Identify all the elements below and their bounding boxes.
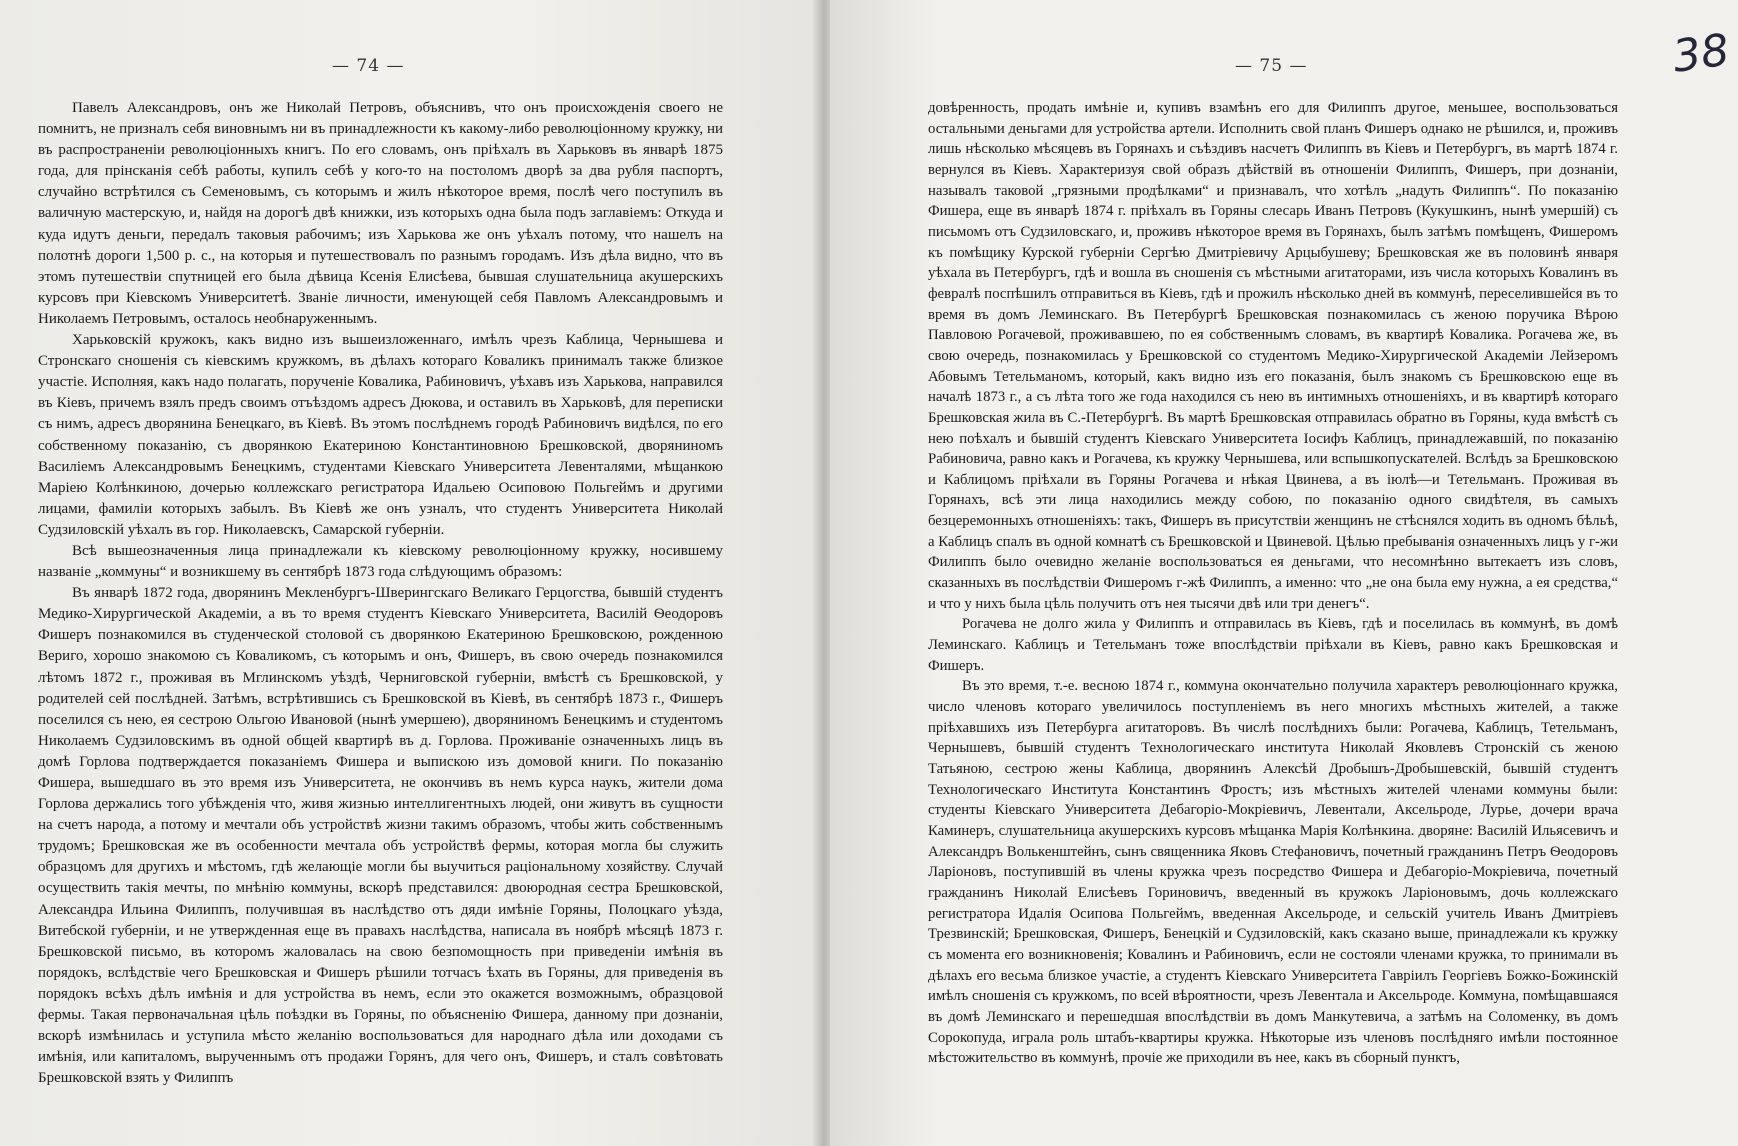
right-page-text	[928, 98, 1618, 1069]
left-page-number: — 74 —	[332, 56, 405, 76]
paragraph: Харьковскій кружокъ, какъ видно изъ вышеизложеннаго, имѣлъ чрезъ Каблица, Чернышева и Стронскаго сношенія съ кіевскимъ кружкомъ, въ дѣлахъ котораго Коваликъ принималъ также близкое участіе. Исполняя, какъ надо полагать, порученіе Ковалика, Рабиновичъ, уѣхавъ изъ Харькова, направился въ Кіевъ, причемъ взялъ предъ своимъ отъѣздомъ адресъ Дюкова, и оставилъ въ Харьковѣ, для переписки съ нимъ, адресъ дворянина Бенецкаго, въ Кіевѣ. Въ этомъ послѣднемъ городѣ Рабиновичъ видѣлся, по его собственному показанію, съ дворянкою Екатериною Константиновною Брешковской, дворяниномъ Василіемъ Александровымъ Бенецкимъ, студентами Кіевскаго Университета Левенталями, мѣщанкою Маріею Колѣнкиною, дочерью коллежскаго регистратора Идальею Осиповою Польгеймъ и другими лицами, фамиліи которыхъ забылъ. Въ Кіевѣ же онъ узналъ, что студентъ Университета Николай Судзиловскій уѣхалъ въ гор. Николаевскъ, Самарской губерніи.	[38, 332, 723, 538]
handwritten-folio-number: 38	[1669, 24, 1733, 83]
paragraph: довѣренность, продать имѣніе и, купивъ взамѣнъ его для Филиппъ другое, меньшее, воспользоваться остальными деньгами для устройства артели. Исполнить свой планъ Фишеръ однако не рѣшился, и, проживъ лишь нѣсколько мѣсяцевъ въ Горянахъ и съѣздивъ насчетъ Филиппъ въ Кіевъ и Петербургъ, въ мартѣ 1874 г. вернулся въ Кіевъ. Характеризуя свой образъ дѣйствій въ отношеніи Филиппъ, Фишеръ, при дознаніи, называлъ таковой „грязными продѣлками“ и признавалъ, что хотѣлъ „надуть Филиппъ“. По показанію Фишера, еще въ январѣ 1874 г. пріѣхалъ въ Горяны слесарь Иванъ Петровъ (Кукушкинъ, нынѣ умершій) съ письмомъ отъ Судзиловскаго, и, проживъ нѣкоторое время въ Горянахъ, былъ затѣмъ помѣщенъ, Фишеромъ къ помѣщику Курской губерніи Сергѣю Дмитріевичу Арцыбушеву; Брешковская же въ половинѣ января уѣхала въ Петербургъ, гдѣ и вошла въ сношенія съ мѣстными агитаторами, изъ числа которыхъ Ковалинъ въ февралѣ поспѣшилъ отправиться въ Кіевъ, гдѣ и прожилъ нѣсколько дней въ коммунѣ, переселившейся въ то время въ домъ Леминскаго. Въ Петербургѣ Брешковская познакомилась съ женою поручика Вѣрою Павловою Рогачевой, проживавшею, по ея собственнымъ словамъ, въ квартирѣ Ковалика. Рогачева же, въ свою очередь, познакомилась у Брешковской со студентомъ Медико-Хирургической Академіи Лейзеромъ Абовымъ Тетельманомъ, который, какъ видно изъ его показанія, былъ знакомъ съ Брешковскою еще въ началѣ 1873 г., а съ лѣта того же года находился съ нею въ интимныхъ отношеніяхъ, и въ квартирѣ котораго Брешковская жила въ С.-Петербургѣ. Въ мартѣ Брешковская отправилась обратно въ Горяны, куда вмѣстѣ съ нею поѣхалъ и бывшій студентъ Кіевскаго Университета Іосифъ Каблицъ, принадлежавшій, по показанію Рабиновича, равно какъ и Рогачева, къ кружку Чернышева, или вспышкопускателей. Вслѣдъ за Брешковскою и Каблицомъ пріѣхали въ Горяны Рогачева и нѣкая Цвинева, а въ іюлѣ—и Тетельманъ. Проживая въ Горянахъ, всѣ эти лица находились между собою, по показанію одного свидѣтеля, въ самыхъ безцеремонныхъ отношеніяхъ: такъ, Фишеръ въ присутствіи женщинъ не стѣснялся ходить въ одномъ бѣльѣ, а Каблицъ спалъ въ одной комнатѣ съ Брешковской и Цвиневой. Цѣлью пребыванія означенныхъ лицъ у г-жи Филиппъ было очевидно желаніе воспользоваться ея деньгами, что несомнѣнно вытекаетъ изъ словъ, сказанныхъ въ послѣдствіи Фишеромъ г-жѣ Филиппъ, а именно: что „не она была ему нужна, а ея средства,“ и что у нихъ была цѣль получить отъ нея тысячи двѣ или три денегъ“.	[928, 100, 1618, 612]
paragraph: Всѣ вышеозначенныя лица принадлежали къ кіевскому революціонному кружку, носившему названіе „коммуны“ и возникшему въ сентябрѣ 1873 года слѣдующимъ образомъ:	[38, 542, 723, 581]
left-page-text	[38, 98, 723, 1089]
paragraph: Рогачева не долго жила у Филиппъ и отправилась въ Кіевъ, гдѣ и поселилась въ коммунѣ, въ домѣ Леминскаго. Каблицъ и Тетельманъ тоже впослѣдствіи пріѣхали въ Кіевъ, равно какъ Брешковская и Фишеръ.	[928, 616, 1618, 674]
paragraph: Въ январѣ 1872 года, дворянинъ Мекленбургъ-Шверингскаго Великаго Герцогства, бывшій студентъ Медико-Хирургической Академіи, а въ то время студентъ Кіевскаго Университета, Василій Ѳеодоровъ Фишеръ познакомился въ студенческой столовой съ дворянкою Екатериною Брешковскою, рожденною Вериго, хорошо знакомою съ Коваликомъ, съ которымъ и онъ, Фишеръ, въ свою очередь познакомился лѣтомъ 1872 г., проживая въ Мглинскомъ уѣздѣ, Черниговской губерніи, вмѣстѣ съ Брешковской, у родителей сей послѣдней. Затѣмъ, встрѣтившись съ Брешковской въ Кіевѣ, въ сентябрѣ 1873 г., Фишеръ поселился съ нею, ея сестрою Ольгою Ивановой (нынѣ умершею), дворяниномъ Бенецкимъ и студентомъ Николаемъ Судзиловскимъ въ одной общей квартирѣ въ д. Горлова. Проживаніе означенныхъ лицъ въ домѣ Горлова подтверждается показаніемъ Фишера и выпискою изъ домовой книги. По показанію Фишера, вышедшаго въ это время изъ Университета, не окончивъ въ немъ курса наукъ, жители дома Горлова держались того убѣжденія что, живя жизнью интеллигентныхъ людей, они живутъ въ сущности на счетъ народа, а потому и мечтали объ устройствѣ жизни такимъ образомъ, чтобы жить собственнымъ трудомъ; Брешковская же въ особенности мечтала объ устройствѣ фермы, которая могла бы служить образцомъ для другихъ и мѣстомъ, гдѣ желающіе могли бы выучиться раціональному хозяйству. Случай осуществить такія мечты, по мнѣнію коммуны, вскорѣ представился: двоюродная сестра Брешковской, Александра Ильина Филиппъ, получившая въ наслѣдство отъ дяди имѣніе Горяны, Полоцкаго уѣзда, Витебской губерніи, и не утвержденная еще въ правахъ наслѣдства, написала въ ноябрѣ мѣсяцѣ 1873 г. Брешковской письмо, въ которомъ жаловалась на свою безпомощность при приведеніи имѣнія въ порядокъ, вслѣдствіе чего Брешковская и Фишеръ рѣшили тотчасъ ѣхать въ Горяны, для приведенія въ порядокъ всѣхъ дѣлъ имѣнія и для устройства въ немъ, если это окажется возможнымъ, образцовой фермы. Такая первоначальная цѣль поѣздки въ Горяны, по объясненію Фишера, данному при дознаніи, вскорѣ измѣнилась и уступила мѣсто желанію воспользоваться для народнаго дѣла или доходами съ имѣнія, или капиталомъ, вырученнымъ отъ продажи Горянъ, для чего онъ, Фишеръ, и сталъ совѣтовать Брешковской взять у Филиппъ	[38, 585, 723, 1087]
right-page-number: — 75 —	[1235, 56, 1308, 76]
paragraph: Въ это время, т.-е. весною 1874 г., коммуна окончательно получила характеръ революціоннаго кружка, число членовъ котораго увеличилось поступленіемъ въ него многихъ мѣстныхъ жителей, а также пріѣхавшихъ изъ Петербурга агитаторовъ. Въ числѣ послѣднихъ были: Рогачева, Каблицъ, Тетельманъ, Чернышевъ, бывшій студентъ Технологическаго института Николай Яковлевъ Стронскій съ женою Татьяною, сестрою жены Каблица, дворянинъ Алексѣй Дробышъ-Дробышевскій, бывшій студентъ Технологическаго Института Константинъ Фростъ; изъ мѣстныхъ жителей членами коммуны были: студенты Кіевскаго Университета Дебагоріо-Мокріевичъ, Левентали, Аксельроде, Лурье, дочери врача Каминеръ, слушательница акушерскихъ курсовъ мѣщанка Марія Колѣнкина. дворяне: Василій Ильясевичъ и Александръ Волькенштейнъ, сынъ священника Яковъ Стефановичъ, почетный гражданинъ Петръ Ѳеодоровъ Ларіоновъ, поступившій въ члены кружка чрезъ посредство Фишера и Дебагоріо-Мокріевича, почетный гражданинъ Николай Елисѣевъ Гориновичъ, введенный въ кружокъ Ларіоновымъ, дочь коллежскаго регистратора Идалія Осипова Польгеймъ, введенная Аксельроде, и сельскій учитель Иванъ Дмитріевъ Трезвинскій; Брешковская, Фишеръ, Бенецкій и Судзиловскій, какъ сказано выше, принадлежали къ кружку съ момента его возникновенія; Ковалинъ и Рабиновичъ, если не состояли членами кружка, то принимали въ дѣлахъ его весьма близкое участіе, а студентъ Кіевскаго Университета Гавріилъ Георгіевъ Божко-Божинскій имѣлъ сношенія съ кружкомъ, по всей вѣроятности, чрезъ Левентала и Аксельроде. Коммуна, помѣщавшаяся въ домѣ Леминскаго и перешедшая впослѣдствіи въ домъ Манкутевича, а затѣмъ на Соломенку, въ домъ Сорокопуда, играла роль штабъ-квартиры кружка. Нѣкоторые изъ членовъ послѣдняго имѣли постоянное мѣстожительство въ коммунѣ, прочіе же приходили въ нее, какъ въ сборный пунктъ,	[928, 678, 1618, 1067]
paragraph: Павелъ Александровъ, онъ же Николай Петровъ, объяснивъ, что онъ происхожденія своего не помнитъ, не призналъ себя виновнымъ ни въ принадлежности къ какому-либо революціонному кружку, ни въ распространеніи революціонныхъ книгъ. По его словамъ, онъ пріѣхалъ въ Харьковъ въ январѣ 1875 года, для прінсканія себѣ работы, купилъ себѣ у кого-то на постоломъ дворѣ за два рубля паспортъ, случайно встрѣтился съ Семеновымъ, съ которымъ и жилъ нѣкоторое время, послѣ чего поступилъ въ валичную мастерскую, и, найдя на дорогѣ двѣ книжки, изъ которыхъ одна была подъ заглавіемъ: Откуда и куда идутъ деньги, передалъ таковыя рабочимъ; изъ Харькова же онъ уѣхалъ потому, что нашелъ на полотнѣ дороги 1,500 р. с., на которыя и путешествовалъ по разнымъ городамъ. Изъ дѣла видно, что въ этомъ путешествіи спутницей его была дѣвица Ксенія Елисѣева, бывшая слушательница акушерскихъ курсовъ при Кіевскомъ Университетѣ. Званіе личности, именующей себя Павломъ Александровымъ и Николаемъ Петровымъ, осталось необнаруженнымъ.	[38, 100, 723, 327]
right-page	[830, 0, 1738, 1146]
left-page	[0, 0, 826, 1146]
